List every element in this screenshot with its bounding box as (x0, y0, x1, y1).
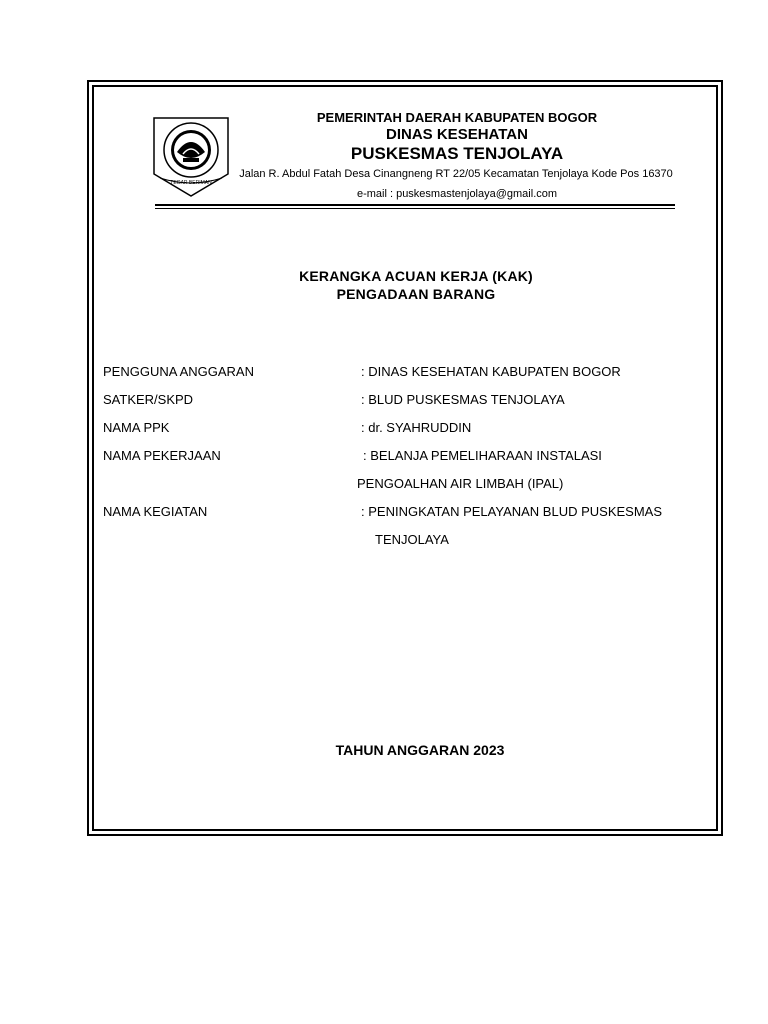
satker-value: : BLUD PUSKESMAS TENJOLAYA (361, 392, 565, 407)
header-institution: PUSKESMAS TENJOLAYA (350, 144, 564, 163)
document-title: KERANGKA ACUAN KERJA (KAK) (299, 268, 533, 284)
pekerjaan-value-line1: : BELANJA PEMELIHARAAN INSTALASI (363, 448, 602, 463)
bogor-regency-logo (150, 114, 232, 200)
ppk-value: : dr. SYAHRUDDIN (361, 420, 472, 435)
kegiatan-value-line1: : PENINGKATAN PELAYANAN BLUD PUSKESMAS (361, 504, 663, 519)
kegiatan-value-line2: TENJOLAYA (375, 532, 449, 547)
header-department: DINAS KESEHATAN (386, 126, 528, 143)
header-divider-thick (155, 204, 675, 206)
satker-label: SATKER/SKPD (103, 392, 194, 407)
pengguna-anggaran-value: : DINAS KESEHATAN KABUPATEN BOGOR (361, 364, 621, 379)
ppk-label: NAMA PPK (103, 420, 170, 435)
kegiatan-label: NAMA KEGIATAN (103, 504, 208, 519)
pekerjaan-value-line2: PENGOALHAN AIR LIMBAH (IPAL) (357, 476, 564, 491)
header-government: PEMERINTAH DAERAH KABUPATEN BOGOR (316, 110, 598, 125)
pengguna-anggaran-label: PENGGUNA ANGGARAN (103, 364, 254, 379)
header-address: Jalan R. Abdul Fatah Desa Cinangneng RT 22/05 Kecamatan Tenjolaya Kode Pos 16370 (239, 168, 673, 180)
logo-motto-text: TEGAR BERIMAN (170, 180, 212, 186)
document-subtitle: PENGADAAN BARANG (336, 286, 496, 302)
header-divider-thin (155, 208, 675, 209)
header-email: e-mail : puskesmastenjolaya@gmail.com (356, 188, 558, 200)
pekerjaan-label: NAMA PEKERJAAN (103, 448, 221, 463)
fiscal-year: TAHUN ANGGARAN 2023 (335, 742, 505, 758)
